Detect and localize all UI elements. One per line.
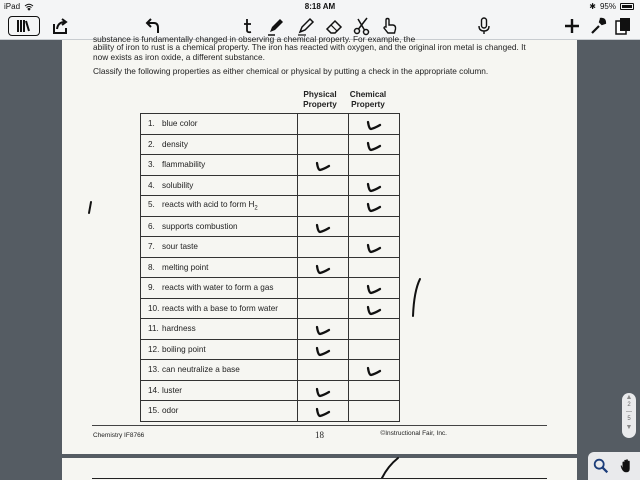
highlighter-icon (296, 16, 316, 36)
physical-cell[interactable] (298, 175, 349, 196)
microphone-icon (474, 16, 494, 36)
table-row (141, 401, 400, 422)
worksheet-page[interactable] (62, 34, 577, 454)
intro-paragraph: ability of iron to rust is a chemical property. The iron has reacted with oxygen, and the original iron metal is changed. It now exists as iron oxide, a different substance. (93, 42, 526, 62)
physical-property-header: Physical Property (303, 90, 337, 109)
property-label: boiling point (162, 344, 206, 354)
property-cell (141, 175, 298, 196)
checkmark-icon (314, 157, 332, 173)
hand-icon[interactable] (618, 457, 636, 475)
physical-cell[interactable] (298, 380, 349, 401)
scissors-icon (352, 16, 372, 36)
footer-rule (92, 425, 547, 426)
property-label: solubility (162, 180, 194, 190)
footer-page-number: 18 (315, 430, 324, 440)
chemical-cell[interactable] (349, 360, 400, 381)
physical-cell[interactable] (298, 114, 349, 135)
property-cell (141, 360, 298, 381)
property-label: hardness (162, 324, 196, 334)
checkmark-icon (365, 301, 383, 317)
zoom-icon[interactable] (592, 457, 610, 475)
table-row (141, 196, 400, 217)
table-row (141, 114, 400, 135)
row-number: 9. (148, 283, 155, 293)
classification-table (140, 113, 400, 422)
text-tool-icon (239, 16, 259, 36)
battery-icon (620, 3, 634, 10)
physical-cell[interactable] (298, 216, 349, 237)
current-page: 2 (627, 402, 631, 408)
settings-button[interactable] (588, 14, 608, 38)
property-cell (141, 134, 298, 155)
property-cell (141, 155, 298, 176)
property-cell (141, 401, 298, 422)
share-icon (50, 16, 70, 36)
checkmark-icon (314, 219, 332, 235)
property-cell (141, 319, 298, 340)
property-cell (141, 380, 298, 401)
row-number: 5. (148, 199, 155, 209)
next-page-preview[interactable] (62, 458, 577, 480)
page-up-icon[interactable]: ▲ (625, 394, 633, 401)
row-number: 6. (148, 221, 155, 231)
property-label: flammability (162, 160, 206, 170)
row-number: 14. (148, 385, 160, 395)
row-number: 2. (148, 139, 155, 149)
checkmark-icon (314, 383, 332, 399)
checkmark-icon (314, 260, 332, 276)
physical-cell[interactable] (298, 339, 349, 360)
library-icon (16, 19, 32, 33)
chemical-cell[interactable] (349, 298, 400, 319)
property-cell (141, 216, 298, 237)
physical-cell[interactable] (298, 360, 349, 381)
checkmark-icon (314, 342, 332, 358)
chemical-cell[interactable] (349, 380, 400, 401)
table-row (141, 278, 400, 299)
stray-pen-mark (378, 456, 402, 480)
property-label: melting point (162, 262, 209, 272)
device-name: iPad (4, 2, 21, 11)
physical-cell[interactable] (298, 257, 349, 278)
chemical-cell[interactable] (349, 339, 400, 360)
property-label: supports combustion (162, 221, 238, 231)
chemical-property-header: Chemical Property (349, 90, 387, 109)
table-row (141, 216, 400, 237)
property-label: reacts with acid to form H (162, 199, 255, 209)
library-button[interactable] (8, 16, 40, 36)
chemical-cell[interactable] (349, 319, 400, 340)
property-label: reacts with a base to form water (162, 303, 279, 313)
footer-publisher: ©Instructional Fair, Inc. (380, 430, 447, 437)
wrench-icon (588, 16, 608, 36)
property-label: sour taste (162, 242, 198, 252)
property-cell (141, 278, 298, 299)
next-page-rule (92, 478, 547, 479)
chemical-cell[interactable] (349, 114, 400, 135)
checkmark-icon (314, 403, 332, 419)
chemical-cell[interactable] (349, 278, 400, 299)
row-number: 11. (148, 324, 159, 334)
table-row (141, 360, 400, 381)
physical-cell[interactable] (298, 298, 349, 319)
page-down-icon[interactable]: ▼ (625, 424, 633, 431)
table-row (141, 298, 400, 319)
eraser-icon (324, 16, 344, 36)
table-row (141, 155, 400, 176)
property-label: odor (162, 406, 179, 416)
row-number: 3. (148, 160, 155, 170)
add-button[interactable] (562, 14, 582, 38)
table-row (141, 380, 400, 401)
checkmark-icon (365, 137, 383, 153)
pages-button[interactable] (612, 14, 634, 38)
page-separator-icon: — (626, 409, 632, 415)
undo-icon (142, 16, 162, 36)
status-bar (0, 0, 640, 12)
chemical-cell[interactable] (349, 134, 400, 155)
checkmark-icon (365, 178, 383, 194)
property-label: density (162, 139, 188, 149)
bluetooth-icon: ✱ (589, 2, 596, 11)
chemical-cell[interactable] (349, 155, 400, 176)
property-cell (141, 339, 298, 360)
total-pages: 5 (627, 416, 631, 422)
table-row (141, 175, 400, 196)
physical-cell[interactable] (298, 278, 349, 299)
property-cell (141, 237, 298, 258)
add-icon (562, 16, 582, 36)
table-row (141, 339, 400, 360)
checkmark-icon (365, 116, 383, 132)
chemical-cell[interactable] (349, 196, 400, 217)
checkmark-icon (365, 239, 383, 255)
chemical-cell[interactable] (349, 175, 400, 196)
share-button[interactable] (48, 14, 72, 38)
page-indicator[interactable] (622, 393, 636, 438)
row-number: 8. (148, 262, 155, 272)
physical-cell[interactable] (298, 155, 349, 176)
row-number: 13. (148, 365, 160, 375)
table-row (141, 257, 400, 278)
physical-cell[interactable] (298, 196, 349, 217)
stray-pen-mark (86, 200, 94, 216)
instructions: Classify the following properties as either chemical or physical by putting a check in the appropriate column. (93, 66, 489, 76)
chemical-cell[interactable] (349, 216, 400, 237)
pages-icon (613, 16, 633, 36)
property-label: blue color (162, 119, 198, 129)
property-cell (141, 298, 298, 319)
checkmark-icon (365, 280, 383, 296)
table-row (141, 319, 400, 340)
row-number: 1. (148, 119, 155, 129)
chemical-cell[interactable] (349, 237, 400, 258)
battery-percent: 95% (599, 2, 616, 11)
hand-pointer-icon (380, 16, 400, 36)
physical-cell[interactable] (298, 401, 349, 422)
checkmark-icon (365, 198, 383, 214)
cut-off-text: substance is fundamentally changed in observing a chemical property. For example, the (93, 34, 416, 44)
checkmark-icon (314, 321, 332, 337)
property-label: luster (162, 385, 183, 395)
table-row (141, 237, 400, 258)
pen-tool-icon (266, 16, 286, 36)
subscript: 2 (254, 205, 258, 212)
chemical-cell[interactable] (349, 257, 400, 278)
bottom-tools (588, 452, 640, 480)
row-number: 10. (148, 303, 160, 313)
chemical-cell[interactable] (349, 401, 400, 422)
stray-pen-mark (409, 276, 423, 320)
property-cell (141, 114, 298, 135)
physical-cell[interactable] (298, 237, 349, 258)
property-cell (141, 196, 298, 217)
property-label: reacts with water to form a gas (162, 283, 274, 293)
physical-cell[interactable] (298, 319, 349, 340)
table-row (141, 134, 400, 155)
clock: 8:18 AM (304, 2, 336, 11)
row-number: 15. (148, 406, 160, 416)
row-number: 7. (148, 242, 155, 252)
footer-book: Chemistry IF8766 (93, 432, 145, 439)
physical-cell[interactable] (298, 134, 349, 155)
property-cell (141, 257, 298, 278)
row-number: 4. (148, 180, 155, 190)
row-number: 12. (148, 344, 160, 354)
checkmark-icon (365, 362, 383, 378)
property-label: can neutralize a base (162, 365, 240, 375)
